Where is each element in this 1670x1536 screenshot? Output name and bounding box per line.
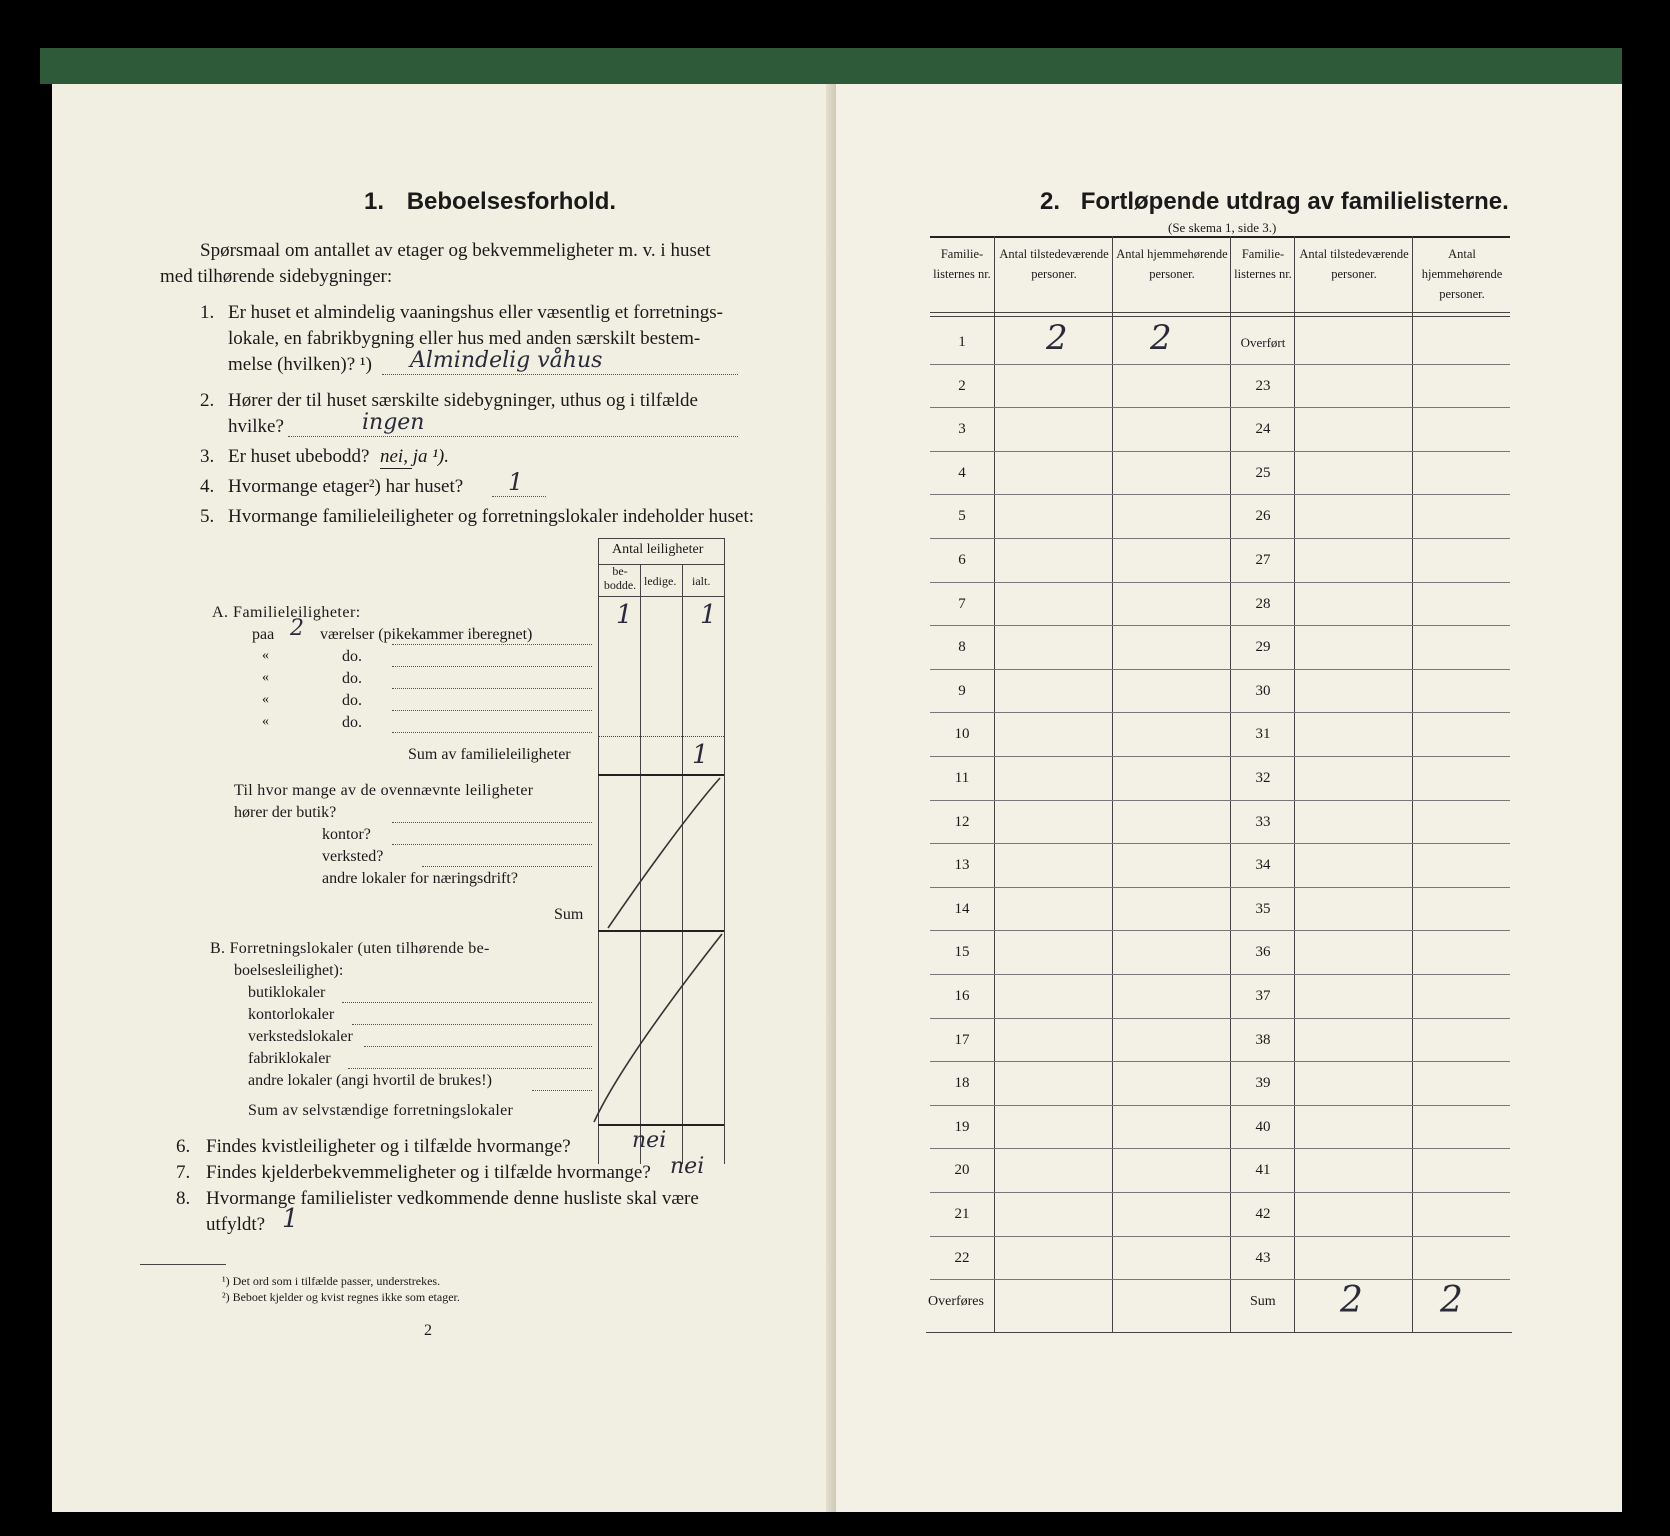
col-header-1: Familie-listernes nr. [933,247,991,281]
heading-text: Fortløpende utdrag av familielisterne. [1080,188,1509,215]
butik-intro: Til hvor mange av de ovennævnte leiligheter [234,782,534,799]
row-number-right: 27 [1255,552,1271,568]
row-number-right: 28 [1255,595,1271,612]
row-divider [930,1105,1510,1106]
row-divider [930,1148,1510,1149]
a-row1-text: værelser (pikekammer iberegnet) [320,626,533,643]
row-number-right: 31 [1255,726,1271,743]
b-sum-label: Sum av selvstændige forretningslokaler [248,1102,514,1119]
page-number: 2 [424,1322,432,1339]
row-divider [930,1236,1510,1237]
row-divider [930,974,1510,975]
row-number-left: 14 [954,900,970,917]
row-number-right: 41 [1255,1162,1271,1179]
q3-options: nei, ja ¹). [380,446,450,467]
q1-number: 1. [200,302,215,323]
row-number-right: 33 [1255,813,1271,830]
a-row1-bebodde: 1 [616,600,633,630]
q6-number: 6. [176,1136,191,1157]
butik-q2: kontor? [322,826,371,843]
q8-line-1: Hvormange familielister vedkommende denne husliste skal være [206,1188,699,1209]
row-number-right: 36 [1255,944,1271,961]
row-number-left: 20 [954,1162,970,1179]
intro-line-2: med tilhørende sidebygninger: [160,266,393,287]
row-number-right: 30 [1255,682,1271,699]
row-divider [930,1192,1510,1193]
row-number-left: 21 [954,1206,970,1222]
row-number-right: 40 [1255,1118,1271,1135]
subheading: (Se skema 1, side 3.) [1168,220,1277,235]
a-row3-do: do. [342,670,362,687]
row-number-left: 6 [958,552,966,568]
q1-line-2: lokale, en fabrikbygning eller hus med anden særskilt bestem- [228,328,701,349]
strike-through-mark [598,774,728,932]
footnote-1: ¹) Det ord som i tilfælde passer, understrekes. [222,1274,441,1288]
q8-line-2: utfyldt? [206,1214,266,1235]
row-divider [930,451,1510,452]
row-divider [930,1061,1510,1062]
q5-number: 5. [200,506,215,527]
section-a-title: A. Familieleiligheter: [212,604,361,621]
row-number-left: 8 [958,639,966,656]
q7-text: Findes kjelderbekvemmeligheter og i tilfælde hvormange? [206,1162,651,1183]
row1-tilstede: 2 [1046,318,1068,358]
q2-answer: ingen [362,410,425,435]
q1-answer: Almindelig våhus [410,348,603,373]
a-row2-do: do. [342,648,362,665]
row-divider [930,669,1510,670]
row-number-right: 35 [1255,900,1271,917]
row1-hjemme: 2 [1150,318,1172,358]
row-divider [930,625,1510,626]
col-header-5: Antal tilstedeværende personer. [1299,247,1409,281]
col-header-6: Antal hjemmehørende personer. [1421,247,1503,301]
q3-number: 3. [200,446,215,467]
butik-q3: verksted? [322,848,384,865]
sum-tilstede: 2 [1340,1280,1363,1321]
row-number-left: 3 [958,421,966,438]
sum-hjemme: 2 [1440,1280,1463,1321]
row-divider [930,800,1510,801]
row-number-left: 15 [954,944,970,961]
row-number-left: 18 [954,1075,970,1092]
butik-q1: hører der butik? [234,804,337,821]
q4-number: 4. [200,476,215,497]
row-number-right: 43 [1255,1249,1271,1266]
row-divider [930,1018,1510,1019]
row-number-right: 26 [1255,508,1271,525]
row-number-right: 24 [1255,421,1271,438]
row-divider [930,364,1510,365]
b-row-verksted: verkstedslokaler [248,1028,353,1045]
butik-sum: Sum [554,906,584,923]
q5-text: Hvormange familieleiligheter og forretningslokaler indeholder huset: [228,506,755,527]
left-page [52,84,836,1512]
section-b-title-1: B. Forretningslokaler (uten tilhørende be- [210,940,490,957]
footer-overfores: Overføres [928,1294,984,1309]
col-header-3: Antal hjemmehørende personer. [1116,247,1228,281]
b-row-kontor: kontorlokaler [248,1006,335,1023]
row-divider [930,1279,1510,1280]
a-row3-quote: « [262,670,269,685]
footer-sum: Sum [1250,1294,1276,1309]
strike-through-mark [588,930,728,1126]
a-row1-rooms: 2 [290,616,304,641]
row-number-right: 23 [1255,377,1271,394]
col-ialt: ialt. [692,574,711,588]
heading-number: 1. [364,188,385,215]
row-number-left: 2 [958,377,966,394]
q7-answer: nei [670,1154,705,1179]
col-bebodde: be-bodde. [603,564,637,592]
row-divider [930,887,1510,888]
a-row2-quote: « [262,648,269,663]
section-1-heading [364,188,616,216]
col-header-2: Antal tilstedeværende personer. [999,247,1109,281]
a-row5-do: do. [342,714,362,731]
row-divider [930,538,1510,539]
col-header-4: Familie-listernes nr. [1234,247,1292,281]
binding-strip [40,48,1622,84]
row-divider [930,582,1510,583]
q6-text: Findes kvistleiligheter og i tilfælde hvormange? [206,1136,571,1157]
a-row1-paa: paa [252,626,275,643]
row-number-left: 12 [954,813,970,830]
right-page [836,84,1622,1512]
b-row-fabrik: fabriklokaler [248,1050,331,1067]
row-divider [930,843,1510,844]
q4-text: Hvormange etager²) har huset? [228,476,464,497]
row-number-right: 29 [1255,639,1271,656]
row-number-left: 9 [958,682,966,699]
a-sum-ialt: 1 [692,740,709,770]
row-number-left: 22 [954,1249,970,1266]
q8-number: 8. [176,1188,191,1209]
q6-answer: nei [632,1128,667,1153]
row-number-left: 17 [954,1031,970,1048]
footnote-2: ²) Beboet kjelder og kvist regnes ikke som etager. [222,1290,460,1304]
row-number-right: 42 [1255,1206,1271,1222]
row-divider [930,756,1510,757]
row-number-right: 32 [1255,770,1271,786]
q2-line-2: hvilke? [228,416,284,437]
q4-answer: 1 [508,468,524,496]
q8-answer: 1 [282,1204,299,1234]
row-number-left: 11 [954,770,970,786]
q2-number: 2. [200,390,215,411]
row-number-left: 10 [954,726,970,743]
row-number-right: 39 [1255,1075,1271,1092]
col-ledige: ledige. [644,574,677,588]
a-row4-quote: « [262,692,269,707]
row-divider [930,712,1510,713]
row-number-right: Overført [1240,335,1286,350]
a-sum-label: Sum av familieleiligheter [408,746,571,763]
q2-line-1: Hører der til huset særskilte sidebygninger, uthus og i tilfælde [228,390,698,411]
row-divider [930,407,1510,408]
row-number-right: 38 [1255,1031,1271,1048]
heading-number: 2. [1040,188,1061,215]
b-row-andre: andre lokaler (angi hvortil de brukes!) [248,1072,492,1089]
intro-line-1: Spørsmaal om antallet av etager og bekvemmeligheter m. v. i huset [200,240,711,261]
row-number-right: 34 [1255,857,1271,874]
table-header: Antal leiligheter [612,542,704,557]
row-divider [930,494,1510,495]
row-divider [930,930,1510,931]
row-number-left: 19 [954,1118,970,1135]
q1-line-3: melse (hvilken)? ¹) [228,354,372,375]
row-number-left: 7 [958,595,966,612]
row-number-left: 4 [958,464,966,481]
heading-text: Beboelsesforhold. [406,188,617,215]
b-row-butik: butiklokaler [248,984,326,1001]
section-b-title-2: boelsesleilighet): [234,962,344,979]
a-row1-ialt: 1 [700,600,717,630]
row-number-left: 13 [954,857,970,874]
row-number-left: 16 [954,988,970,1004]
q3-text: Er huset ubebodd? [228,446,370,467]
a-row4-do: do. [342,692,362,709]
section-2-heading [1040,188,1509,216]
butik-q4: andre lokaler for næringsdrift? [322,870,518,887]
row-number-right: 25 [1255,464,1271,481]
a-row5-quote: « [262,714,269,729]
row-number-left: 1 [958,334,966,350]
row-number-left: 5 [958,508,966,525]
q1-line-1: Er huset et almindelig vaaningshus eller væsentlig et forretnings- [228,302,723,323]
q7-number: 7. [176,1162,191,1183]
row-number-right: 37 [1255,988,1271,1004]
